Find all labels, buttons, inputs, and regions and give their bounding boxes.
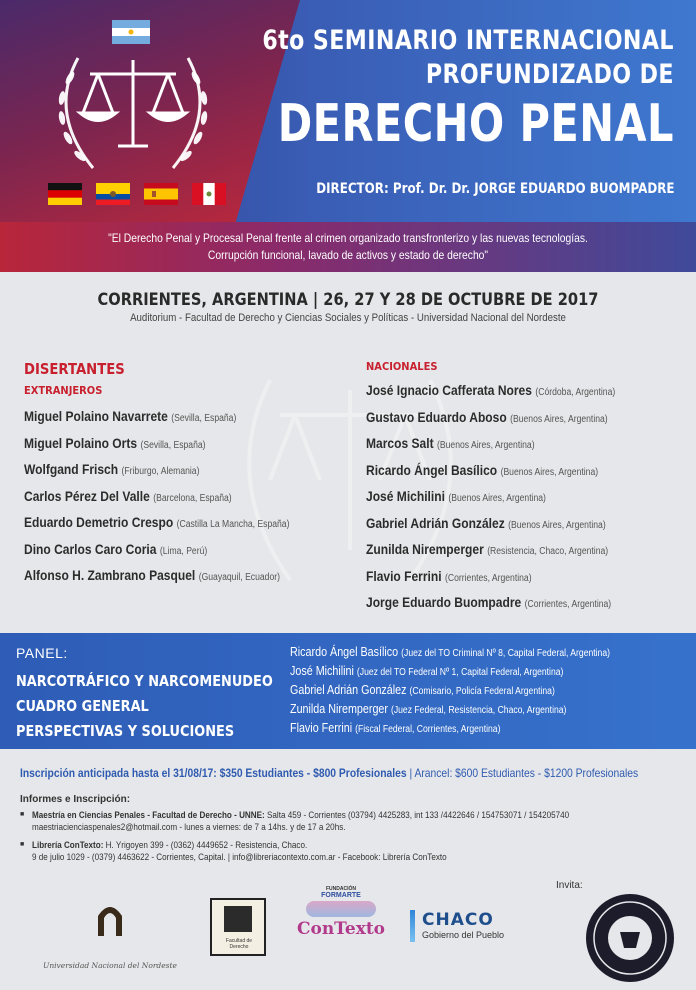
speaker-item: Ricardo Ángel Basílico (Buenos Aires, Argentina) (366, 461, 599, 478)
chaco-bar-icon (410, 910, 415, 942)
header-banner (0, 0, 696, 228)
national-heading: NACIONALES (366, 360, 438, 373)
foreign-speaker-list (24, 403, 354, 589)
regular-fees: | Arancel: $600 Estudiantes - $1200 Profesionales (409, 766, 639, 780)
speakers-heading: DISERTANTES (24, 360, 125, 378)
panelist-list (290, 643, 662, 738)
location-date: CORRIENTES, ARGENTINA | 26, 27 Y 28 DE OCTUBRE DE 2017 (97, 290, 599, 310)
speaker-item: Miguel Polaino Orts (Sevilla, España) (24, 434, 206, 451)
speaker-item: Eduardo Demetrio Crespo (Castilla La Mancha, España) (24, 514, 290, 530)
foreign-speakers (24, 360, 354, 589)
panel-topic: PERSPECTIVAS Y SOLUCIONES (16, 722, 235, 740)
spain-flag-icon (144, 183, 178, 205)
sponsor-logos: Universidad Nacional del Nordeste Facultad de Derecho FUNDACIÓN FORMARTE ConTexto CHACO Gobierno del Pueblo Invita: (0, 880, 696, 990)
speaker-item: Zunilda Niremperger (Resistencia, Chaco, Argentina) (366, 541, 609, 557)
contexto-logo: FUNDACIÓN FORMARTE ConTexto (296, 886, 386, 939)
institutional-seal-icon (584, 892, 676, 984)
venue: Auditorium - Facultad de Derecho y Ciencias Sociales y Políticas - Universidad Nacional del Nordeste (130, 312, 566, 324)
germany-flag-icon (48, 183, 82, 205)
speaker-item: Miguel Polaino Navarrete (Sevilla, España) (24, 408, 237, 424)
panelist-item: Flavio Ferrini (Fiscal Federal, Corrientes, Argentina) (290, 721, 501, 735)
unne-logo: Universidad Nacional del Nordeste (40, 898, 180, 978)
panelist-item: Zunilda Niremperger (Juez Federal, Resistencia, Chaco, Argentina) (290, 702, 567, 716)
registration-fees (20, 766, 638, 780)
national-speakers (366, 360, 686, 616)
panel-topics (16, 669, 315, 744)
speaker-item: Gabriel Adrián González (Buenos Aires, Argentina) (366, 514, 606, 531)
panelist-item: José Michilini (Juez del TO Federal Nº 1, Capital Federal, Argentina) (290, 664, 564, 678)
speaker-item: Wolfgand Frisch (Friburgo, Alemania) (24, 461, 200, 477)
early-registration: Inscripción anticipada hasta el 31/08/17: $350 Estudiantes - $800 Profesionales (20, 766, 407, 780)
panel-topic: NARCOTRÁFICO Y NARCOMENUDEO (16, 672, 273, 690)
title-line-1: 6to SEMINARIO INTERNACIONAL (262, 25, 674, 56)
info-item-maestria: ■ Maestría en Ciencias Penales - Facultad de Derecho - UNNE: Salta 459 - Corrientes (03794) 4425283, int 133 /4422646 / 154753071 / 154205740 maestriacienciaspenales2@hotmail.com - lunes a viernes: de 7 a 14hs. y de 17 a 20hs. (20, 809, 680, 833)
speaker-item: Marcos Salt (Buenos Aires, Argentina) (366, 435, 535, 451)
title-line-3: DERECHO PENAL (277, 94, 674, 154)
speaker-item: Flavio Ferrini (Corrientes, Argentina) (366, 567, 532, 584)
ecuador-flag-icon (96, 183, 130, 205)
peru-flag-icon (192, 183, 226, 205)
panel-label: PANEL: (16, 645, 68, 661)
speaker-item: Alfonso H. Zambrano Pasquel (Guayaquil, Ecuador) (24, 567, 280, 583)
seminar-theme-quote (0, 222, 696, 272)
panelist-item: Ricardo Ángel Basílico (Juez del TO Criminal Nº 8, Capital Federal, Argentina) (290, 645, 611, 659)
info-title: Informes e Inscripción: (20, 794, 131, 805)
unne-arch-icon (90, 898, 130, 938)
speaker-item: Gustavo Eduardo Aboso (Buenos Aires, Argentina) (366, 408, 608, 425)
panel-topic: CUADRO GENERAL (16, 697, 149, 715)
speaker-item: Carlos Pérez Del Valle (Barcelona, España) (24, 487, 232, 504)
quote-line-2: Corrupción funcional, lavado de activos y estado de derecho" (207, 248, 489, 262)
faculty-emblem-icon (224, 906, 252, 932)
quote-line-1: "El Derecho Penal y Procesal Penal frente al crimen organizado transfronterizo y las nuevas tecnologías. (108, 231, 588, 245)
director-line: DIRECTOR: Prof. Dr. Dr. JORGE EDUARDO BUOMPADRE (315, 181, 674, 197)
national-speaker-list (366, 377, 686, 616)
title-line-2: PROFUNDIZADO DE (425, 59, 674, 90)
country-flags (48, 183, 226, 205)
info-item-libreria: ■ Librería ConTexto: H. Yrigoyen 399 - (0362) 4449652 - Resistencia, Chaco. 9 de julio 1029 - (0379) 4463622 - Corrientes, Capital. | info@libreriacontexto.com.ar - Facebook: Librería ConTexto (20, 839, 680, 863)
speaker-item: José Ignacio Cafferata Nores (Córdoba, Argentina) (366, 382, 616, 398)
foreign-heading: EXTRANJEROS (24, 384, 103, 397)
invita-label: Invita: (556, 880, 583, 891)
speaker-item: Dino Carlos Caro Coria (Lima, Perú) (24, 540, 208, 557)
panelist-item: Gabriel Adrián González (Comisario, Policía Federal Argentina) (290, 683, 555, 697)
speaker-item: José Michilini (Buenos Aires, Argentina) (366, 488, 546, 504)
seminar-title (172, 24, 674, 154)
contact-info (20, 794, 680, 869)
panel-band (0, 633, 696, 749)
speaker-item: Jorge Eduardo Buompadre (Corrientes, Argentina) (366, 594, 612, 610)
contexto-swoosh-icon (306, 901, 376, 917)
facultad-derecho-logo: Facultad de Derecho (210, 898, 266, 956)
event-location (0, 290, 696, 324)
